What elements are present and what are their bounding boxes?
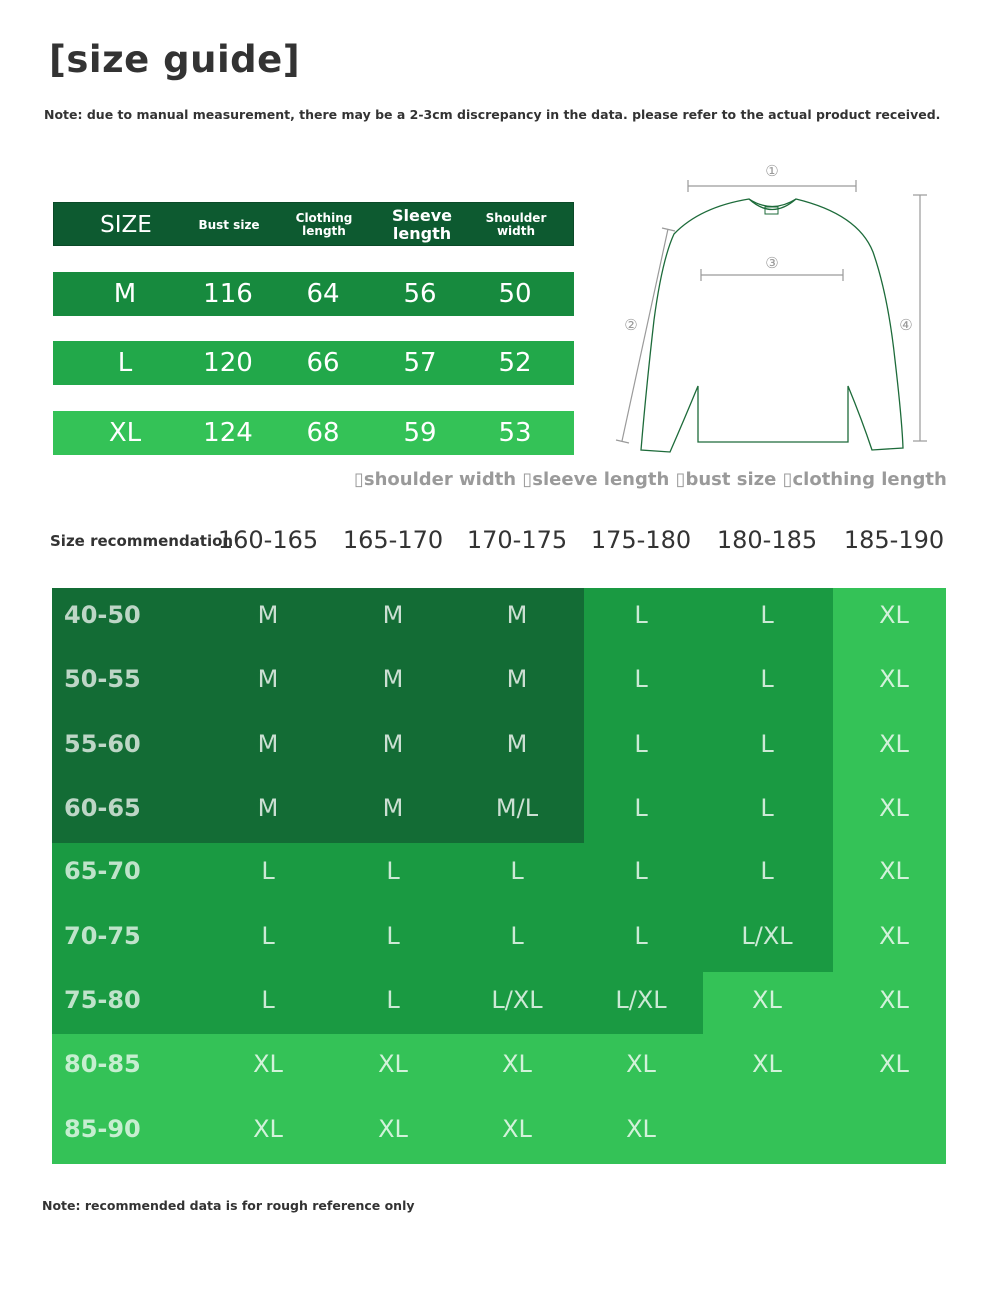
sleeve-value: 56 — [403, 279, 437, 309]
recommended-size-cell: XL — [626, 1115, 656, 1143]
weight-label: 80-85 — [64, 1050, 141, 1078]
recommended-size-cell: M — [257, 794, 279, 822]
recommended-size-cell: L — [261, 857, 275, 885]
recommended-size-cell: L — [386, 857, 400, 885]
recommended-size-cell: XL — [879, 1050, 909, 1078]
recommended-size-cell: XL — [879, 922, 909, 950]
recommended-size-cell: L — [634, 922, 648, 950]
weight-label: 70-75 — [64, 922, 141, 950]
recommended-size-cell: L — [634, 730, 648, 758]
recommended-size-cell: M — [257, 601, 279, 629]
height-label: 170-175 — [466, 526, 568, 554]
recommended-size-cell: XL — [626, 1050, 656, 1078]
recommended-size-cell: XL — [378, 1050, 408, 1078]
sweater-outline-icon — [641, 199, 903, 452]
shoulder-value: 52 — [498, 348, 532, 378]
recommended-size-cell: L/XL — [615, 986, 667, 1014]
recommended-size-cell: L — [261, 922, 275, 950]
size-label: XL — [108, 418, 142, 448]
weight-label: 55-60 — [64, 730, 141, 758]
height-label: 185-190 — [843, 526, 945, 554]
recommended-size-cell: M — [506, 601, 528, 629]
recommended-size-cell: L — [634, 601, 648, 629]
recommended-size-cell: XL — [502, 1050, 532, 1078]
recommended-size-cell: M — [382, 794, 404, 822]
recommended-size-cell: XL — [253, 1115, 283, 1143]
recommended-size-cell: M — [506, 730, 528, 758]
weight-label: 60-65 — [64, 794, 141, 822]
length-value: 66 — [306, 348, 340, 378]
recommended-size-cell: M — [382, 665, 404, 693]
length-value: 68 — [306, 418, 340, 448]
header-clothing-length: Clothing length — [295, 211, 353, 238]
recommended-size-cell: L — [760, 730, 774, 758]
header-sleeve-length: Sleeve length — [392, 206, 452, 243]
recommended-size-cell: L — [261, 986, 275, 1014]
recommended-size-cell: L — [760, 665, 774, 693]
recommended-size-cell: M — [382, 601, 404, 629]
weight-label: 50-55 — [64, 665, 141, 693]
size-label: L — [117, 348, 133, 378]
neck-label-icon — [765, 207, 778, 214]
recommended-size-cell: L — [634, 665, 648, 693]
recommended-size-cell: XL — [879, 730, 909, 758]
recommended-size-cell: XL — [502, 1115, 532, 1143]
height-label: 160-165 — [217, 526, 319, 554]
recommended-size-cell: XL — [879, 601, 909, 629]
size-row-xl — [53, 411, 574, 455]
recommended-size-cell: L — [510, 857, 524, 885]
weight-label: 65-70 — [64, 857, 141, 885]
recommended-size-cell: XL — [752, 986, 782, 1014]
sleeve-value: 57 — [403, 348, 437, 378]
height-label: 180-185 — [716, 526, 818, 554]
height-label: 165-170 — [342, 526, 444, 554]
recommended-size-cell: L — [386, 922, 400, 950]
recommended-size-cell: L — [634, 794, 648, 822]
recommended-size-cell: M — [257, 730, 279, 758]
sleeve-value: 59 — [403, 418, 437, 448]
marker-2: ② — [624, 316, 638, 334]
recommended-size-cell: M — [506, 665, 528, 693]
recommended-size-cell: M — [257, 665, 279, 693]
header-size: SIZE — [100, 212, 152, 238]
recommendation-note: Note: recommended data is for rough reference only — [42, 1198, 415, 1213]
measurement-note: Note: due to manual measurement, there may be a 2-3cm discrepancy in the data. please refer to the actual product received. — [44, 107, 941, 122]
marker-4: ④ — [899, 316, 913, 334]
size-table-header — [53, 202, 574, 246]
recommended-size-cell: L — [760, 857, 774, 885]
header-shoulder-width: Shoulder width — [485, 211, 547, 238]
bust-value: 120 — [203, 348, 253, 378]
recommended-size-cell: XL — [879, 986, 909, 1014]
measure-lines — [616, 180, 927, 443]
region-medium-lower — [52, 972, 703, 1034]
size-row-m — [53, 272, 574, 316]
page-title: [size guide] — [49, 38, 301, 81]
weight-label: 85-90 — [64, 1115, 141, 1143]
recommended-size-cell: L/XL — [741, 922, 793, 950]
length-value: 64 — [306, 279, 340, 309]
recommended-size-cell: XL — [378, 1115, 408, 1143]
recommended-size-cell: L — [634, 857, 648, 885]
recommended-size-cell: L — [386, 986, 400, 1014]
shoulder-value: 53 — [498, 418, 532, 448]
recommended-size-cell: XL — [879, 665, 909, 693]
recommended-size-cell: XL — [253, 1050, 283, 1078]
recommended-size-cell: XL — [752, 1050, 782, 1078]
height-label: 175-180 — [590, 526, 692, 554]
shoulder-value: 50 — [498, 279, 532, 309]
recommended-size-cell: L — [760, 794, 774, 822]
size-row-l — [53, 341, 574, 385]
recommended-size-cell: L — [760, 601, 774, 629]
recommendation-label: Size recommendation — [50, 532, 234, 550]
recommended-size-cell: XL — [879, 794, 909, 822]
header-bust: Bust size — [198, 217, 260, 232]
recommended-size-cell: L/XL — [491, 986, 543, 1014]
recommendation-grid — [52, 588, 946, 1164]
sweater-diagram — [600, 150, 940, 460]
recommended-size-cell: M/L — [495, 794, 539, 822]
recommended-size-cell: XL — [879, 857, 909, 885]
size-label: M — [113, 279, 137, 309]
marker-1: ① — [765, 162, 779, 180]
bust-value: 124 — [203, 418, 253, 448]
recommended-size-cell: L — [510, 922, 524, 950]
diagram-caption: ▯shoulder width ▯sleeve length ▯bust size ▯clothing length — [354, 469, 947, 490]
weight-label: 40-50 — [64, 601, 141, 629]
bust-value: 116 — [203, 279, 253, 309]
weight-label: 75-80 — [64, 986, 141, 1014]
marker-3: ③ — [765, 254, 779, 272]
recommended-size-cell: M — [382, 730, 404, 758]
